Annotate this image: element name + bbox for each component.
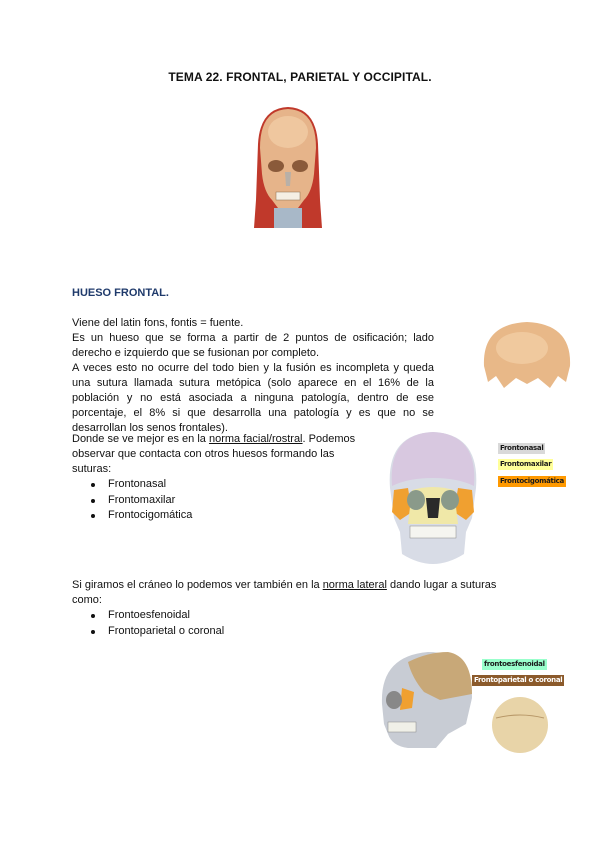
list-item: Frontomaxilar bbox=[108, 493, 362, 509]
head-illustration bbox=[252, 104, 324, 228]
lateral-text-after: dando lugar a suturas como: bbox=[72, 579, 497, 606]
facial-text-after: . Podemos observar que contacta con otros huesos formando las suturas: bbox=[72, 433, 356, 475]
intro-paragraph bbox=[72, 316, 434, 436]
intro-line-1: Viene del latin fons, fontis = fuente. bbox=[72, 317, 244, 329]
link-norma-facial[interactable]: norma facial/rostral bbox=[208, 433, 303, 445]
lateral-suture-list bbox=[72, 608, 512, 639]
skull-front-illustration bbox=[378, 428, 488, 568]
section-title: HUESO FRONTAL. bbox=[72, 287, 169, 299]
skull-lateral-illustration bbox=[378, 648, 474, 752]
list-item: Frontoesfenoidal bbox=[108, 608, 512, 624]
facial-paragraph bbox=[72, 432, 362, 524]
label-frontomaxilar: Frontomaxilar bbox=[500, 460, 552, 468]
page-title: TEMA 22. FRONTAL, PARIETAL Y OCCIPITAL. bbox=[168, 70, 432, 84]
label-frontonasal: Frontonasal bbox=[500, 444, 544, 452]
label-frontoesfenoidal: frontoesfenoidal bbox=[484, 660, 545, 668]
facial-suture-list bbox=[72, 477, 362, 524]
lateral-text: Si giramos el cráneo lo podemos ver también en la bbox=[72, 579, 323, 591]
list-item: Frontocigomática bbox=[108, 508, 362, 524]
frontal-bone-illustration bbox=[480, 318, 574, 390]
list-item: Frontonasal bbox=[108, 477, 362, 493]
facial-text: Donde se ve mejor es en la bbox=[72, 433, 209, 445]
intro-line-3: A veces esto no ocurre del todo bien y la fusión es incompleta y queda una sutura llamada sutura metópica (solo aparece en el 16% de la población y no está asociada a ninguna patología, dentro de ese porcentaje, el 8% si que desarrolla una patología y es que no se desarrollan los senos frontales). bbox=[72, 362, 434, 434]
list-item: Frontoparietal o coronal bbox=[108, 624, 512, 640]
label-frontoparietal: Frontoparietal o coronal bbox=[474, 676, 563, 684]
lateral-paragraph bbox=[72, 578, 512, 639]
intro-line-2: Es un hueso que se forma a partir de 2 puntos de osificación; lado derecho e izquierdo que se fusionan por completo. bbox=[72, 332, 434, 359]
link-norma-lateral[interactable]: norma lateral bbox=[322, 579, 387, 591]
skull-top-illustration bbox=[490, 696, 550, 754]
label-frontocigomatica: Frontocigomática bbox=[500, 477, 564, 485]
